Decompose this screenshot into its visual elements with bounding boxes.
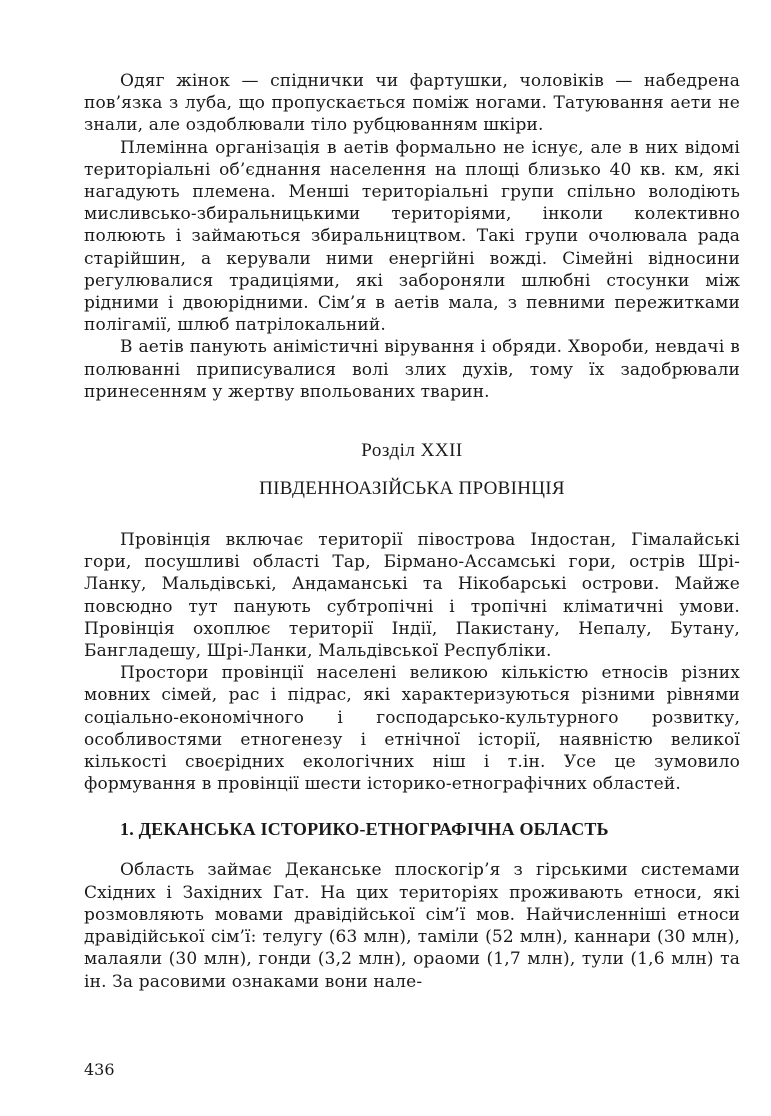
paragraph-beliefs: В аетів панують анімістичні вірування і обряди. Хвороби, невдачі в полюванні приписувалися волі злих духів, тому їх задобрювали принесенням у жертву впольованих тварин. [84,337,740,402]
paragraph-province-territory: Провінція включає території півострова Індостан, Гімалайські гори, посушливі області Тар, Бірмано-Ассамські гори, острів Шрі-Ланку, Мальдівські, Андаманські та Нікобарські острови. Майже повсюдно тут панують субтропічні і тропічні кліматичні умови. Провінція охоплює території Індії, Пакистану, Непалу, Бутану, Бангладешу, Шрі-Ланки, Мальдівської Республіки. [84,530,740,662]
chapter-number: Розділ XXII [361,440,463,462]
page-number: 436 [84,1060,115,1079]
chapter-title: ПІВДЕННОАЗІЙСЬКА ПРОВІНЦІЯ [259,478,565,500]
section-title: 1. ДЕКАНСЬКА ІСТОРИКО-ЕТНОГРАФІЧНА ОБЛАСТЬ [120,819,609,840]
paragraph-tribal-organization: Племінна організація в аетів формально не існує, але в них відомі територіальні об’єднання населення на площі близько 40 кв. км, які нагадують племена. Менші територіальні групи спільно володіють мисливсько-збиральницькими територіями, інколи колективно полюють і займаються збиральництвом. Такі групи очолювала рада старійшин, а керували ними енергійні вожді. Сімейні відносини регулювалися традиціями, які забороняли шлюбні стосунки між рідними і двоюрідними. Сім’я в аетів мала, з певними пережитками полігамії, шлюб патрілокальний. [84,137,740,336]
paragraph-deccan-region: Область займає Деканське плоскогір’я з гірськими системами Східних і Західних Гат. На цих територіях проживають етноси, які розмовляють мовами дравідійської сім’ї мов. Найчисленніші етноси дравідійської сім’ї: телугу (63 млн), таміли (52 млн), каннари (30 млн), малаяли (30 млн), гонди (3,2 млн), ораоми (1,7 млн), тули (1,6 млн) та ін. За расовими ознаками вони нале- [84,860,740,992]
spacer [84,501,740,529]
page-content [84,70,740,993]
paragraph-province-ethnoses: Простори провінції населені великою кількістю етносів різних мовних сімей, рас і підрас, які характеризуються різними рівнями соціально-економічного і господарсько-культурного розвитку, особливостями етногенезу і етнічної історії, наявністю великої кількості своєрідних екологічних ніш і т.ін. Усе це зумовило формування в провінції шести історико-етнографічних областей. [84,663,740,795]
paragraph-clothing: Одяг жінок — спіднички чи фартушки, чоловіків — набедрена пов’язка з луба, що пропускається поміж ногами. Татуювання аети не знали, але оздоблювали тіло рубцюванням шкіри. [84,71,740,136]
